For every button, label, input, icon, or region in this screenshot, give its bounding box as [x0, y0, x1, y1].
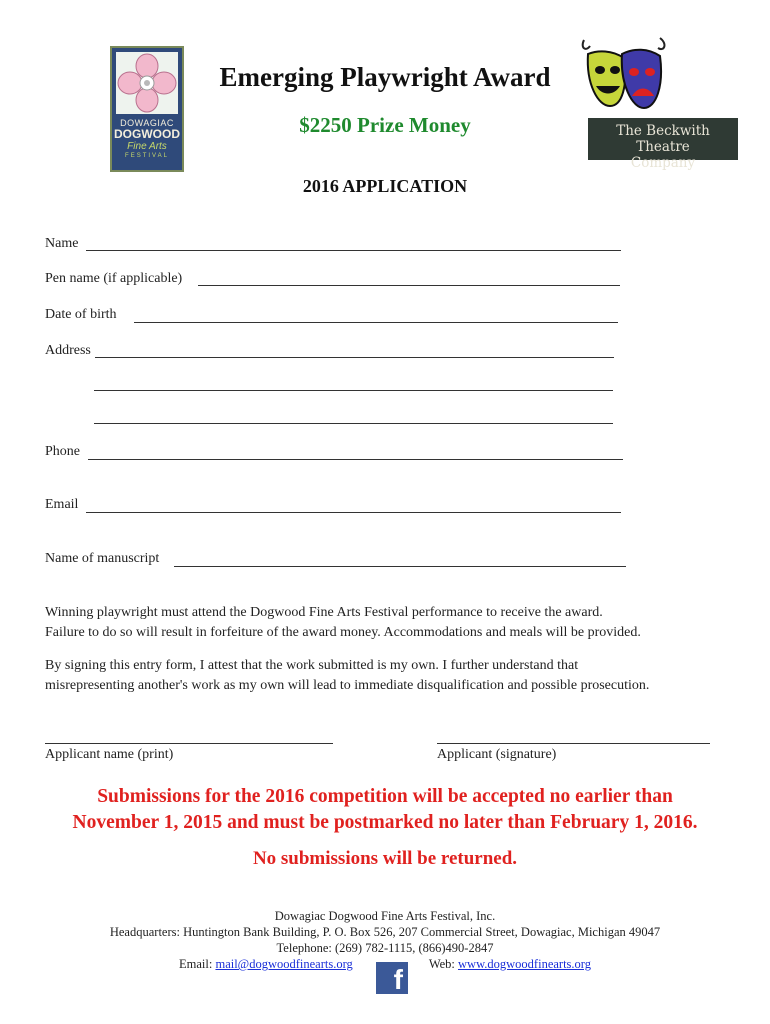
attestation-line2: misrepresenting another's work as my own will lead to immediate disqualification and possible prosecution.: [45, 678, 650, 693]
logo-text-dogwood: DOGWOOD: [114, 127, 180, 141]
email-label: Email: [45, 497, 79, 512]
beckwith-logo-line2: Company: [630, 155, 696, 171]
attendance-paragraph: [45, 603, 735, 643]
footer-phone: Telephone: (269) 782-1115, (866)490-2847: [276, 941, 494, 955]
footer-headquarters: Headquarters: Huntington Bank Building, P. O. Box 526, 207 Commercial Street, Dowagiac, Michigan 49047: [109, 925, 661, 939]
no-returns-notice: No submissions will be returned.: [252, 848, 518, 869]
address-field-line2[interactable]: [94, 390, 613, 391]
application-year-heading: 2016 APPLICATION: [302, 176, 468, 196]
attendance-line2: Failure to do so will result in forfeiture of the award money. Accommodations and meals will be provided.: [45, 625, 641, 640]
attendance-line1: Winning playwright must attend the Dogwood Fine Arts Festival performance to receive the award.: [45, 605, 603, 620]
prize-money-heading: $2250 Prize Money: [299, 113, 471, 137]
name-field[interactable]: [86, 250, 621, 251]
submission-deadline-notice: [0, 784, 770, 836]
logo-text-festival: FESTIVAL: [125, 153, 169, 159]
footer-web-label: Web:: [428, 957, 455, 971]
pen-name-field[interactable]: [198, 285, 620, 286]
beckwith-logo-line1: The Beckwith Theatre: [616, 123, 710, 155]
address-field-line3[interactable]: [94, 423, 613, 424]
attestation-paragraph: [45, 656, 735, 696]
phone-field[interactable]: [88, 459, 623, 460]
attestation-line1: By signing this entry form, I attest that the work submitted is my own. I further understand that: [45, 658, 579, 673]
phone-label: Phone: [45, 444, 80, 459]
page-title: Emerging Playwright Award: [219, 62, 551, 92]
footer-email-link[interactable]: mail@dogwoodfinearts.org: [215, 957, 353, 971]
email-field[interactable]: [86, 512, 621, 513]
logo-text-fine-arts: Fine Arts: [127, 141, 167, 152]
manuscript-field[interactable]: [174, 566, 626, 567]
logo-text-dowagiac: DOWAGIAC: [120, 118, 174, 128]
deadline-line1: Submissions for the 2016 competition will be accepted no earlier than: [97, 786, 673, 807]
name-label: Name: [45, 236, 79, 251]
date-of-birth-label: Date of birth: [45, 307, 117, 322]
pen-name-label: Pen name (if applicable): [45, 271, 183, 286]
footer-email-label: Email:: [179, 957, 213, 971]
facebook-icon[interactable]: f: [376, 962, 408, 994]
address-label: Address: [45, 343, 91, 358]
manuscript-label: Name of manuscript: [45, 551, 160, 566]
applicant-name-print-field[interactable]: [45, 743, 333, 744]
footer-org: Dowagiac Dogwood Fine Arts Festival, Inc.: [274, 909, 496, 923]
footer-web-link[interactable]: www.dogwoodfinearts.org: [458, 957, 591, 971]
applicant-name-print-label: Applicant name (print): [45, 747, 174, 762]
applicant-signature-label: Applicant (signature): [437, 747, 557, 762]
applicant-signature-field[interactable]: [437, 743, 710, 744]
deadline-line2: November 1, 2015 and must be postmarked no later than February 1, 2016.: [72, 812, 698, 833]
address-field-line1[interactable]: [95, 357, 614, 358]
date-of-birth-field[interactable]: [134, 322, 618, 323]
